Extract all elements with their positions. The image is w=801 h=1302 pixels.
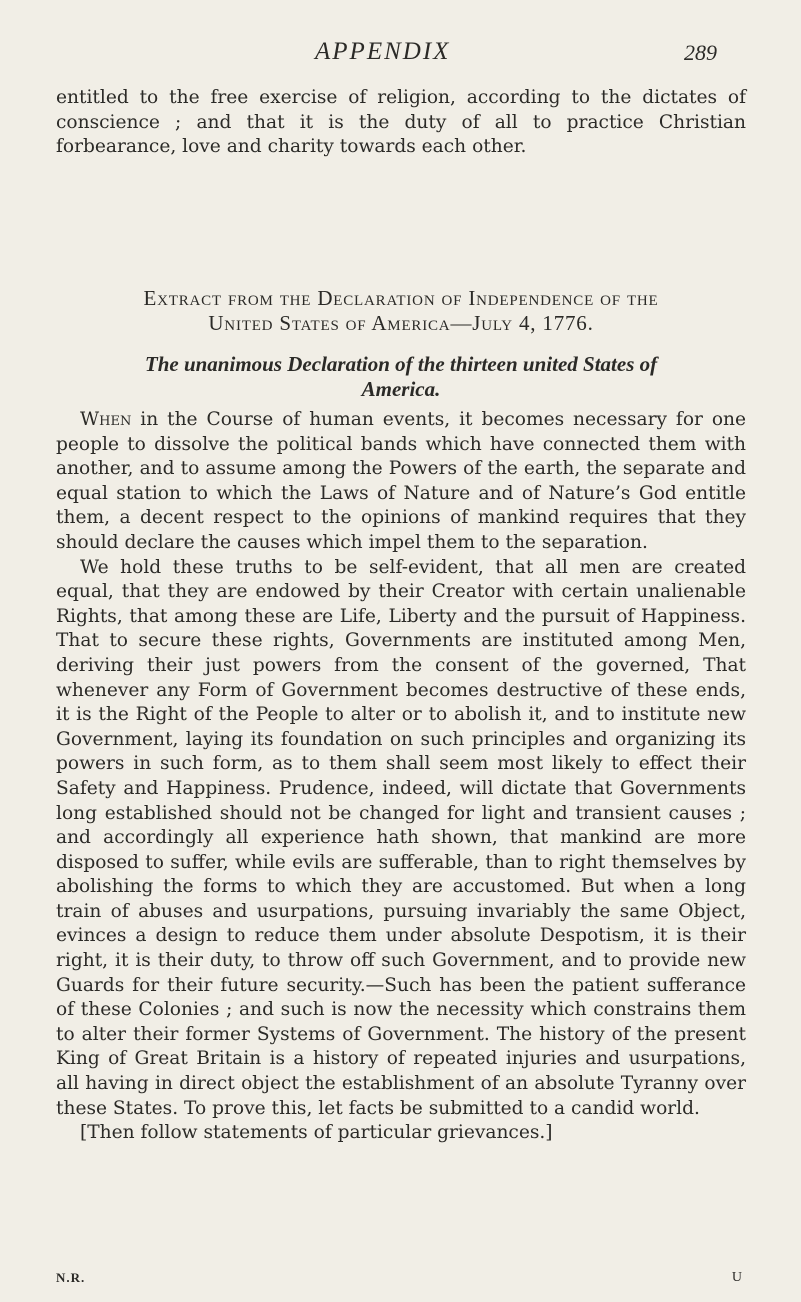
declaration-paragraph-2: We hold these truths to be self-evident, that all men are created equal, that they are endowed by their Creator with certain unalienable Rights, that among these are Life, Liberty and the pursuit of Happiness. That to secure these rights, Governments are instituted among Men, deriving their just powers from the consent of the governed, That whenever any Form of Government becomes destructive of these ends, it is the Right of the People to alter or to abolish it, and to institute new Government, laying its foundation on such principles and organizing its powers in such form, as to them shall seem most likely to effect their Safety and Happiness. Prudence, indeed, will dictate that Governments long established should not be changed for light and transient causes ; and accordingly all experience hath shown, that mankind are more disposed to suffer, while evils are sufferable, than to right themselves by abolishing the forms to which they are accustomed. But when a long train of abuses and usurpations, pursuing invariably the same Object, evinces a design to reduce them under absolute Despotism, it is their right, it is their duty, to throw off such Government, and to provide new Guards for their future security.—Such has been the patient sufferance of these Colonies ; and such is now the necessity which constrains them to alter their former Systems of Government. The history of the present King of Great Britain is a history of repeated injuries and usurpations, all having in direct object the establishment of an absolute Tyranny over these States. To prove this, let facts be submitted to a candid world.	[56, 556, 746, 1119]
declaration-text	[56, 408, 746, 1146]
paragraph-1-text: in the Course of human events, it becomes necessary for one people to dissolve the political bands which have connected them with another, and to assume among the Powers of the earth, the separate and equal station to which the Laws of Nature and of Nature’s God entitle them, a decent respect to the opinions of mankind requires that they should declare the causes which impel them to the separation.	[56, 409, 746, 553]
section-heading-line-1: Extract from the Declaration of Independence of the	[143, 286, 659, 310]
lead-word: When	[80, 409, 132, 430]
intro-paragraph-text: entitled to the free exercise of religion, according to the dictates of conscience ; and that it is the duty of all to practice Christian forbearance, love and charity towards each other.	[56, 87, 746, 158]
running-head	[0, 38, 801, 72]
page-footer	[56, 1270, 746, 1290]
closing-note: [Then follow statements of particular grievances.]	[80, 1122, 553, 1144]
signature-mark: N.R.	[56, 1270, 86, 1285]
section-heading-line-2: United States of America—July 4, 1776.	[208, 311, 594, 335]
gathering-letter: U	[731, 1270, 742, 1285]
section-subtitle-line-2: America.	[361, 377, 441, 401]
section-subtitle-line-1: The unanimous Declaration of the thirteen united States of	[144, 352, 658, 376]
page-number: 289	[684, 40, 717, 65]
declaration-paragraph-1	[56, 408, 746, 556]
intro-paragraph	[56, 86, 746, 160]
running-title: APPENDIX	[315, 38, 451, 65]
